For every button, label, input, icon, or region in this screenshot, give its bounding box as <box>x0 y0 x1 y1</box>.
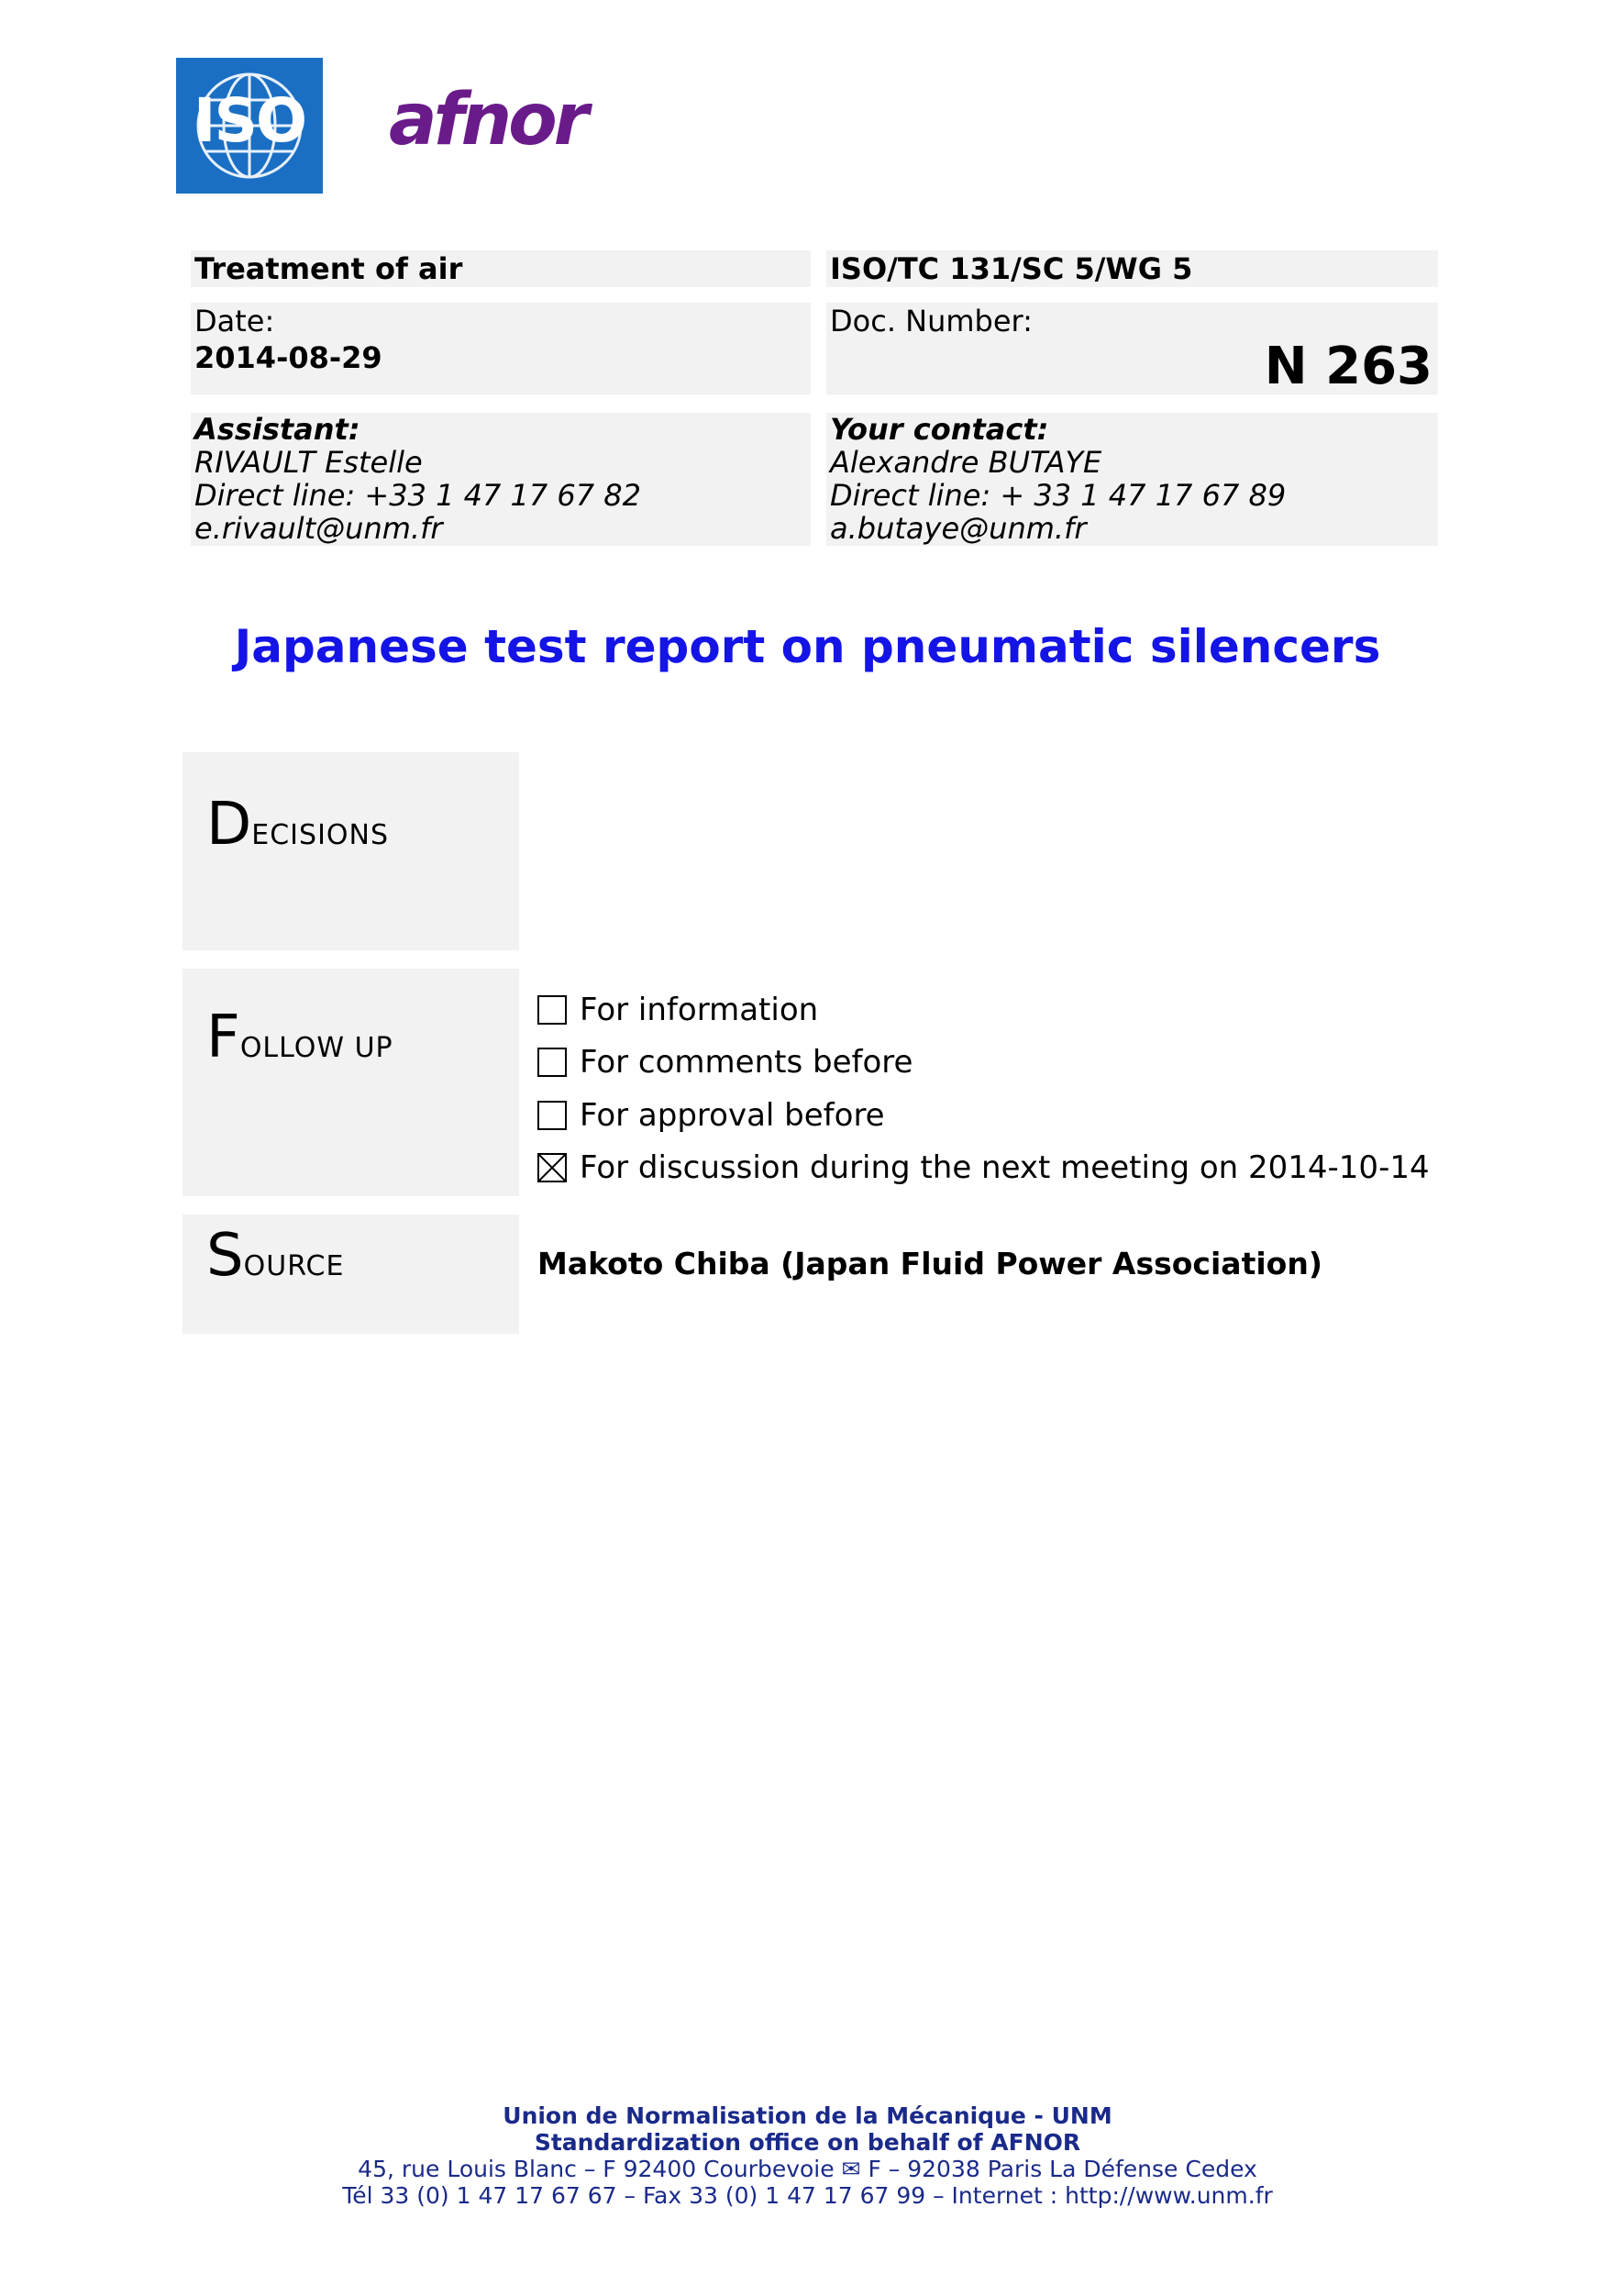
footer-office: Standardization office on behalf of AFNOR <box>534 2129 1081 2156</box>
source-value: Makoto Chiba (Japan Fluid Power Association) <box>537 1246 1322 1281</box>
assistant-phone: Direct line: +33 1 47 17 67 82 <box>194 478 642 513</box>
decisions-heading <box>206 791 389 859</box>
follow-up-initial: F <box>206 1004 240 1071</box>
option-label: For approval before <box>580 1096 885 1134</box>
assistant-box <box>191 413 811 546</box>
doc-number-box <box>826 303 1438 394</box>
doc-number-value: N 263 <box>1264 337 1432 396</box>
decisions-initial: D <box>206 791 252 859</box>
committee-ref: ISO/TC 131/SC 5/WG 5 <box>830 251 1193 286</box>
cross-mark-icon <box>539 1155 565 1181</box>
checkbox[interactable] <box>537 1101 567 1130</box>
option-for-discussion[interactable] <box>537 1142 1430 1195</box>
committee-ref-box <box>826 250 1438 287</box>
assistant-email: e.rivault@unm.fr <box>194 511 443 546</box>
source-heading <box>206 1222 344 1290</box>
contact-label: Your contact: <box>830 412 1049 447</box>
contact-phone: Direct line: + 33 1 47 17 67 89 <box>830 478 1287 513</box>
contact-box <box>826 413 1438 546</box>
follow-up-rest: OLLOW UP <box>239 1032 393 1064</box>
iso-logo <box>176 58 323 194</box>
option-label: For information <box>580 991 819 1028</box>
contact-name: Alexandre BUTAYE <box>830 445 1102 480</box>
date-label: Date: <box>194 304 275 338</box>
footer <box>0 2102 1615 2209</box>
option-label: For discussion during the next meeting on 2014-10-14 <box>580 1149 1430 1187</box>
date-value: 2014-08-29 <box>194 340 382 375</box>
source-initial: S <box>206 1222 244 1290</box>
option-for-approval[interactable] <box>537 1089 1430 1142</box>
committee-name-box <box>191 250 811 287</box>
assistant-label: Assistant: <box>194 412 360 447</box>
decisions-rest: ECISIONS <box>251 819 390 851</box>
checkbox-checked[interactable] <box>537 1153 567 1182</box>
contact-email: a.butaye@unm.fr <box>830 511 1087 546</box>
assistant-name: RIVAULT Estelle <box>194 445 423 480</box>
footer-org: Union de Normalisation de la Mécanique - UNM <box>503 2102 1112 2129</box>
follow-up-options <box>537 983 1430 1194</box>
doc-number-label: Doc. Number: <box>830 304 1033 338</box>
checkbox[interactable] <box>537 1048 567 1077</box>
option-for-comments[interactable] <box>537 1037 1430 1090</box>
follow-up-heading <box>206 1004 393 1071</box>
iso-logo-text: ISO <box>193 85 306 156</box>
follow-up-box <box>183 969 519 1196</box>
source-rest: OURCE <box>243 1250 345 1282</box>
date-box <box>191 303 811 394</box>
checkbox[interactable] <box>537 995 567 1025</box>
afnor-logo: afnor <box>389 79 586 161</box>
decisions-box <box>183 752 519 950</box>
option-for-information[interactable] <box>537 983 1430 1037</box>
document-title: Japanese test report on pneumatic silencers <box>234 620 1381 673</box>
option-label: For comments before <box>580 1044 913 1081</box>
source-box <box>183 1215 519 1334</box>
footer-address: 45, rue Louis Blanc – F 92400 Courbevoie ✉ F – 92038 Paris La Défense Cedex <box>358 2156 1257 2182</box>
footer-contact: Tél 33 (0) 1 47 17 67 67 – Fax 33 (0) 1 47 17 67 99 – Internet : http://www.unm.fr <box>342 2182 1273 2209</box>
committee-name: Treatment of air <box>194 251 463 286</box>
